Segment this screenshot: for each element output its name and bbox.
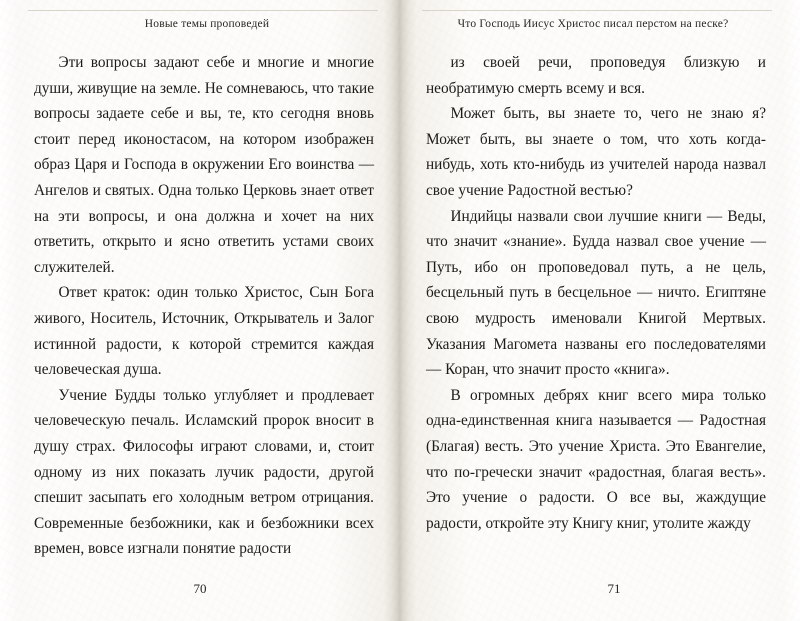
page-edge-line-left [28, 10, 378, 11]
page-number-left: 70 [193, 581, 207, 596]
paragraph: Может быть, вы знаете то, чего не знаю я? Может быть, вы знаете о том, что хоть когда-нибудь, хоть кто-нибудь из учителей народа назвал свое учение Радостной вестью? [426, 105, 766, 199]
right-page-body [426, 50, 766, 536]
paragraph: из своей речи, проповедуя близкую и необратимую смерть всему и вся. [426, 54, 766, 97]
page-edge-line-right [422, 10, 772, 11]
paragraph: Учение Будды только углубляет и продлевает человеческую печаль. Исламский пророк вносит в душу страх. Философы играют словами, и, стоит одному из них показать лучик радости, другой спешит засыпать его холодным ветром отрицания. Современные безбожники, как и безбожники всех времен, вовсе изгнали понятие радости [34, 386, 374, 558]
page-number-right: 71 [607, 581, 621, 596]
paragraph: Эти вопросы задают себе и многие и многие души, живущие на земле. Не сомневаюсь, что такие вопросы задаете себе и вы, те, кто сегодня вновь стоит перед иконостасом, на котором изображен образ Царя и Господа в окружении Его воинства — Ангелов и святых. Одна только Церковь знает ответ на эти вопросы, и она должна и хочет на них ответить, открыто и ясно ответить устами своих служителей. [34, 54, 374, 276]
paragraph: В огромных дебрях книг всего мира только одна-единственная книга называется — Радостная (Благая) весть. Это учение Христа. Это Евангелие, что по-гречески значит «радостная, благая весть». Это учение о радости. О все вы, жаждущие радости, откройте эту Книгу книг, утолите жажду [426, 386, 766, 532]
paragraph: Индийцы назвали свои лучшие книги — Веды, что значит «знание». Будда назвал свое учение — Путь, ибо он проповедовал путь, а не цель, бесцельный путь в бесцельное — ничто. Египтяне свою мудрость именовали Книгой Мертвых. Указания Магомета названы его последователями — Коран, что значит просто «книга». [426, 207, 766, 379]
left-page-body [34, 50, 374, 562]
paragraph: Ответ краток: один только Христос, Сын Бога живого, Носитель, Источник, Открыватель и Залог истинной радости, к которой стремится каждая человеческая душа. [34, 284, 374, 379]
running-head-left: Новые темы проповедей [144, 18, 270, 30]
right-page [400, 0, 800, 621]
running-head-right: Что Господь Иисус Христос писал перстом на песке? [457, 18, 729, 30]
